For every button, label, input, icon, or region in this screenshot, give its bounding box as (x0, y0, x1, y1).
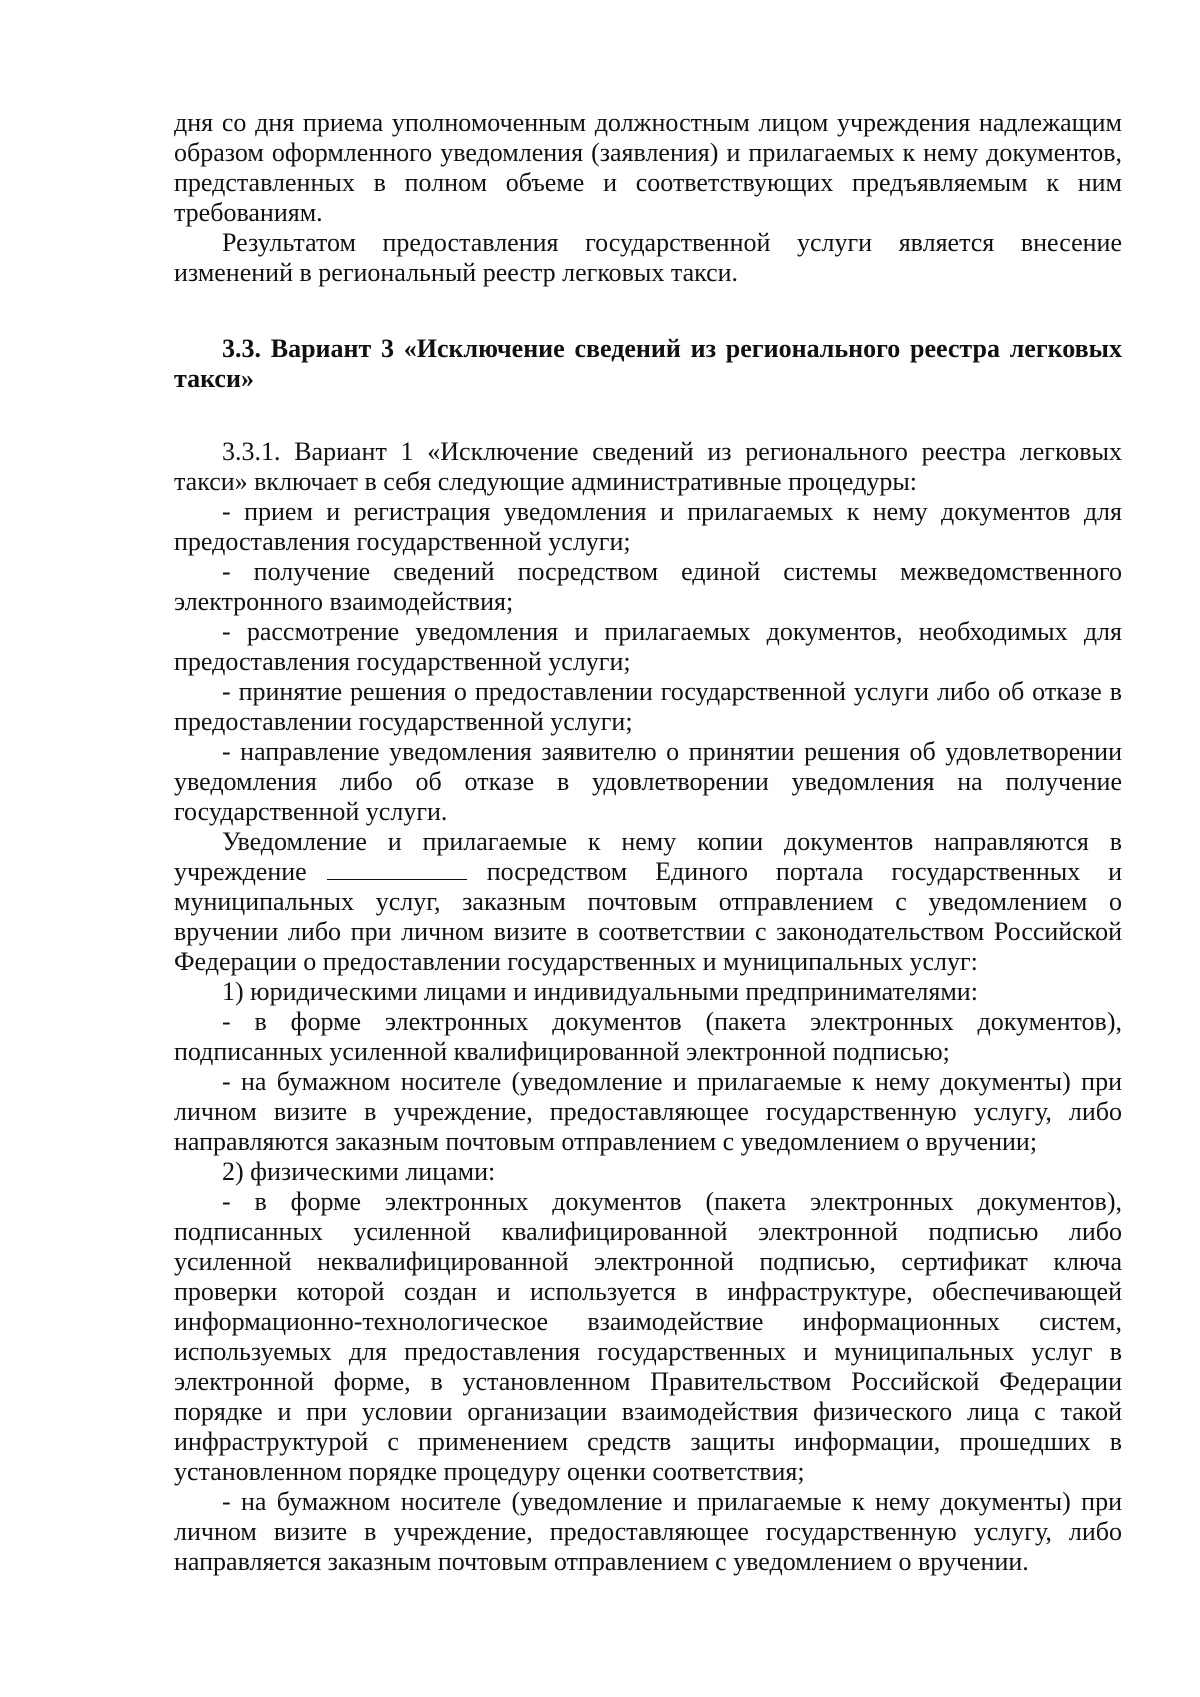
result-paragraph: Результатом предоставления государственной услуги является внесение изменений в региональный реестр легковых такси. (174, 228, 1122, 287)
section-heading: 3.3. Вариант 3 «Исключение сведений из регионального реестра легковых такси» (174, 334, 1122, 393)
submission-text-end: посредством Единого портала государственных и муниципальных услуг, заказным почтовым отправлением с уведомлением о вручении либо при личном визите в соответствии с законодательством Российской Федерации о предоставлении государственных и муниципальных услуг: (174, 857, 1122, 976)
submission-paragraph (174, 827, 1122, 977)
submission-text-start: Уведомление и прилагаемые к нему копии документов направляются в учреждение (174, 827, 1122, 886)
individuals-item: - в форме электронных документов (пакета электронных документов), подписанных усиленной квалифицированной электронной подписью либо усиленной неквалифицированной электронной подписью, сертификат ключа проверки которой создан и используется в инфраструктуре, обеспечивающей информационно-технологическое взаимодействие информационных систем, используемых для предоставления государственных и муниципальных услуг в электронной форме, в установленном Правительством Российской Федерации порядке и при условии организации взаимодействия физического лица с такой инфраструктурой с применением средств защиты информации, прошедших в установленном порядке процедуру оценки соответствия; (174, 1187, 1122, 1486)
document-page (174, 108, 1122, 1577)
clause-3-3-1: 3.3.1. Вариант 1 «Исключение сведений из регионального реестра легковых такси» включает в себя следующие административные процедуры: (174, 437, 1122, 496)
procedure-item: - рассмотрение уведомления и прилагаемых документов, необходимых для предоставления государственной услуги; (174, 617, 1122, 676)
blank-fill-line (327, 859, 467, 880)
procedure-item: - получение сведений посредством единой системы межведомственного электронного взаимодействия; (174, 557, 1122, 616)
legal-entities-heading: 1) юридическими лицами и индивидуальными предпринимателями: (222, 977, 978, 1006)
legal-entities-item: - в форме электронных документов (пакета электронных документов), подписанных усиленной квалифицированной электронной подписью; (174, 1007, 1122, 1066)
procedure-item: - направление уведомления заявителю о принятии решения об удовлетворении уведомления либо об отказе в удовлетворении уведомления на получение государственной услуги. (174, 737, 1122, 826)
legal-entities-item: - на бумажном носителе (уведомление и прилагаемые к нему документы) при личном визите в учреждение, предоставляющее государственную услугу, либо направляются заказным почтовым отправлением с уведомлением о вручении; (174, 1067, 1122, 1156)
individuals-item: - на бумажном носителе (уведомление и прилагаемые к нему документы) при личном визите в учреждение, предоставляющее государственную услугу, либо направляется заказным почтовым отправлением с уведомлением о вручении. (174, 1487, 1122, 1576)
individuals-heading: 2) физическими лицами: (222, 1157, 496, 1186)
procedure-item: - принятие решения о предоставлении государственной услуги либо об отказе в предоставлении государственной услуги; (174, 677, 1122, 736)
intro-paragraph: дня со дня приема уполномоченным должностным лицом учреждения надлежащим образом оформленного уведомления (заявления) и прилагаемых к нему документов, представленных в полном объеме и соответствующих предъявляемым к ним требованиям. (174, 108, 1122, 227)
procedure-item: - прием и регистрация уведомления и прилагаемых к нему документов для предоставления государственной услуги; (174, 497, 1122, 556)
